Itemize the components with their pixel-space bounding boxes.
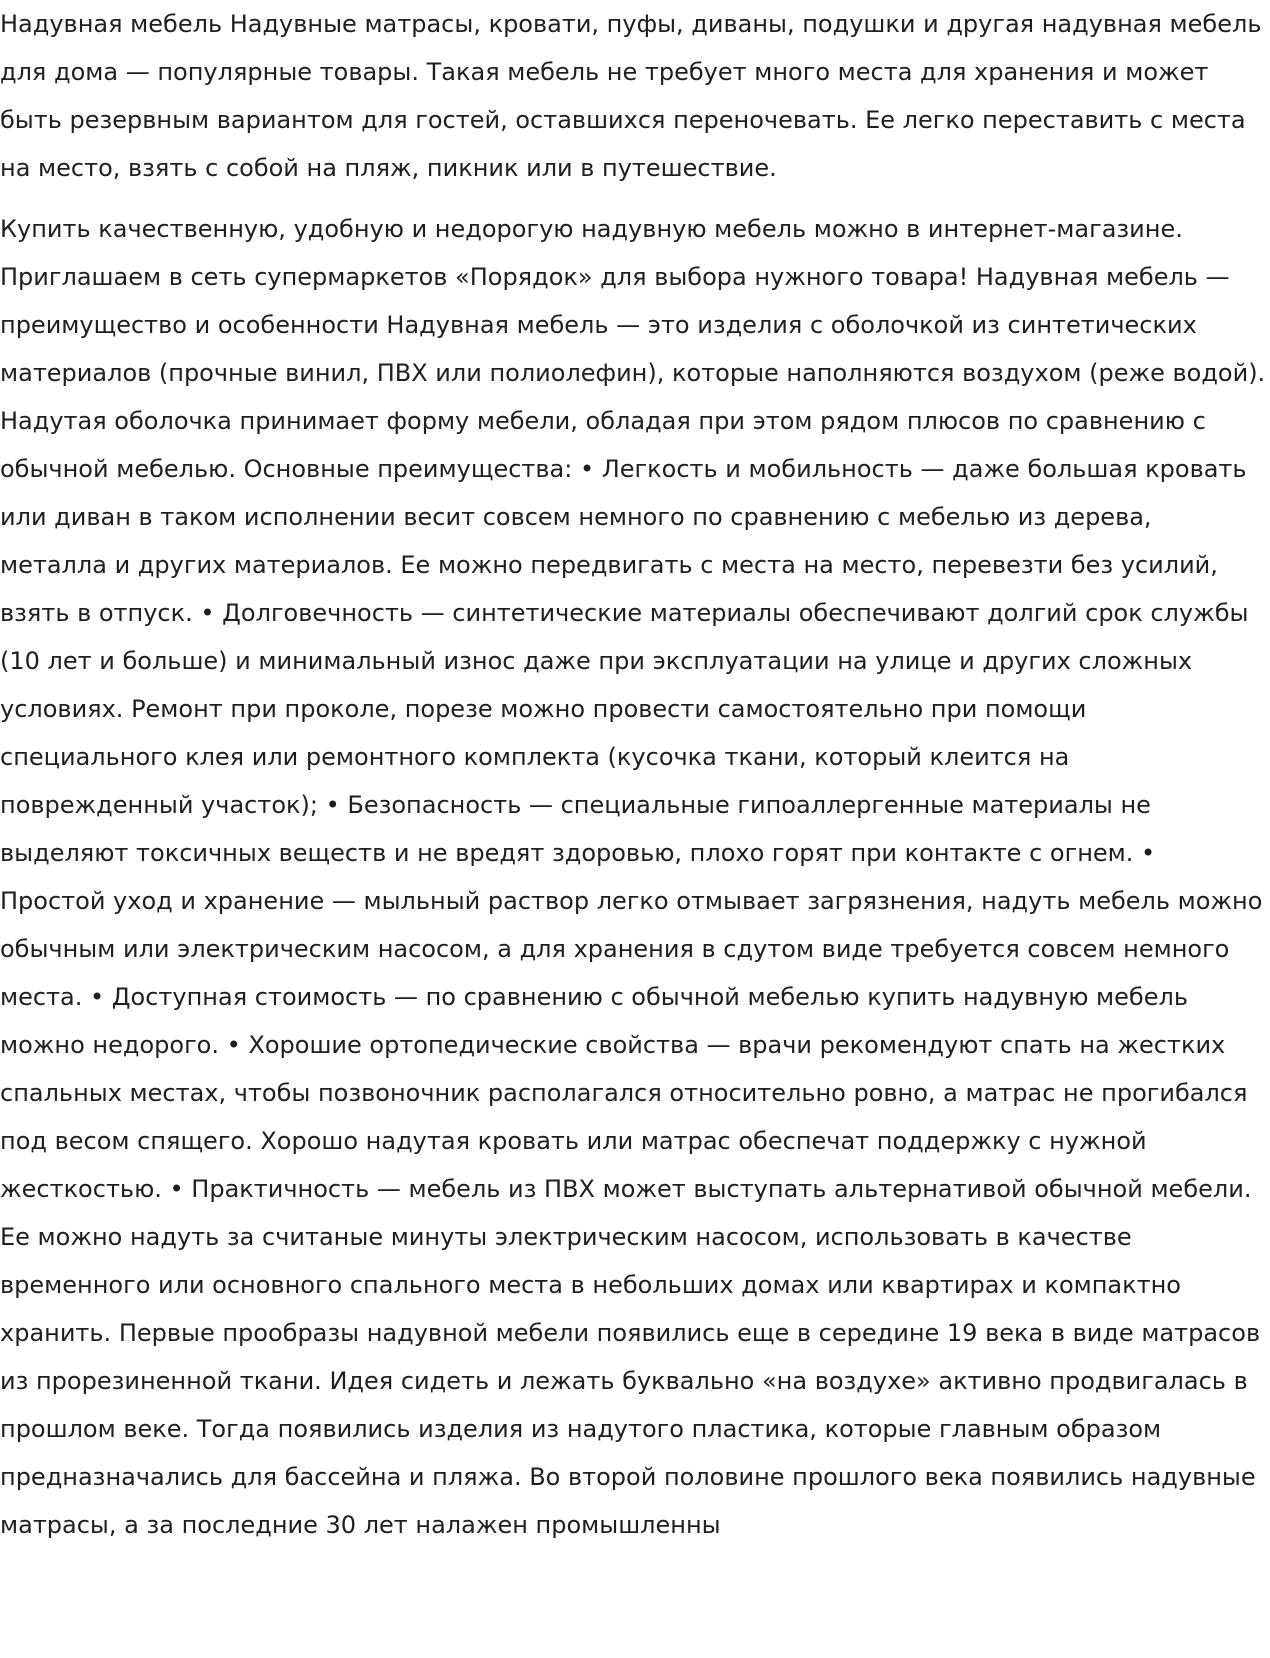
intro-paragraph: Надувная мебель Надувные матрасы, кровати, пуфы, диваны, подушки и другая надувная мебель для дома — популярные товары. Такая мебель не требует много места для хранения и может быть резервным вариантом для гостей, оставшихся переночевать. Ее легко переставить с места на место, взять с собой на пляж, пикник или в путешествие. (0, 10, 1262, 182)
main-paragraph: Купить качественную, удобную и недорогую надувную мебель можно в интернет-магазине. Приглашаем в сеть супермаркетов «Порядок» для выбора нужного товара! Надувная мебель — преимущество и особенности Надувная мебель — это изделия с оболочкой из синтетических материалов (прочные винил, ПВХ или полиолефин), которые наполняются воздухом (реже водой). Надутая оболочка принимает форму мебели, обладая при этом рядом плюсов по сравнению с обычной мебелью. Основные преимущества: • Легкость и мобильность — даже большая кровать или диван в таком исполнении весит совсем немного по сравнению с мебелью из дерева, металла и других материалов. Ее можно передвигать с места на место, перевезти без усилий, взять в отпуск. • Долговечность — синтетические материалы обеспечивают долгий срок службы (10 лет и больше) и минимальный износ даже при эксплуатации на улице и других сложных условиях. Ремонт при проколе, порезе можно провести самостоятельно при помощи специального клея или ремонтного комплекта (кусочка ткани, который клеится на поврежденный участок); • Безопасность — специальные гипоаллергенные материалы не выделяют токсичных веществ и не вредят здоровью, плохо горят при контакте с огнем. • Простой уход и хранение — мыльный раствор легко отмывает загрязнения, надуть мебель можно обычным или электрическим насосом, а для хранения в сдутом виде требуется совсем немного места. • Доступная стоимость — по сравнению с обычной мебелью купить надувную мебель можно недорого. • Хорошие ортопедические свойства — врачи рекомендуют спать на жестких спальных местах, чтобы позвоночник располагался относительно ровно, а матрас не прогибался под весом спящего. Хорошо надутая кровать или матрас обеспечат поддержку с нужной жесткостью. • Практичность — мебель из ПВХ может выступать альтернативой обычной мебели. Ее можно надуть за считаные минуты электрическим насосом, использовать в качестве временного или основного спального места в небольших домах или квартирах и компактно хранить. Первые прообразы надувной мебели появились еще в середине 19 века в виде матрасов из прорезиненной ткани. Идея сидеть и лежать буквально «на воздухе» активно продвигалась в прошлом веке. Тогда появились изделия из надутого пластика, которые главным образом предназначались для бассейна и пляжа. Во второй половине прошлого века появились надувные матрасы, а за последние 30 лет налажен промышленны (0, 215, 1266, 1539)
